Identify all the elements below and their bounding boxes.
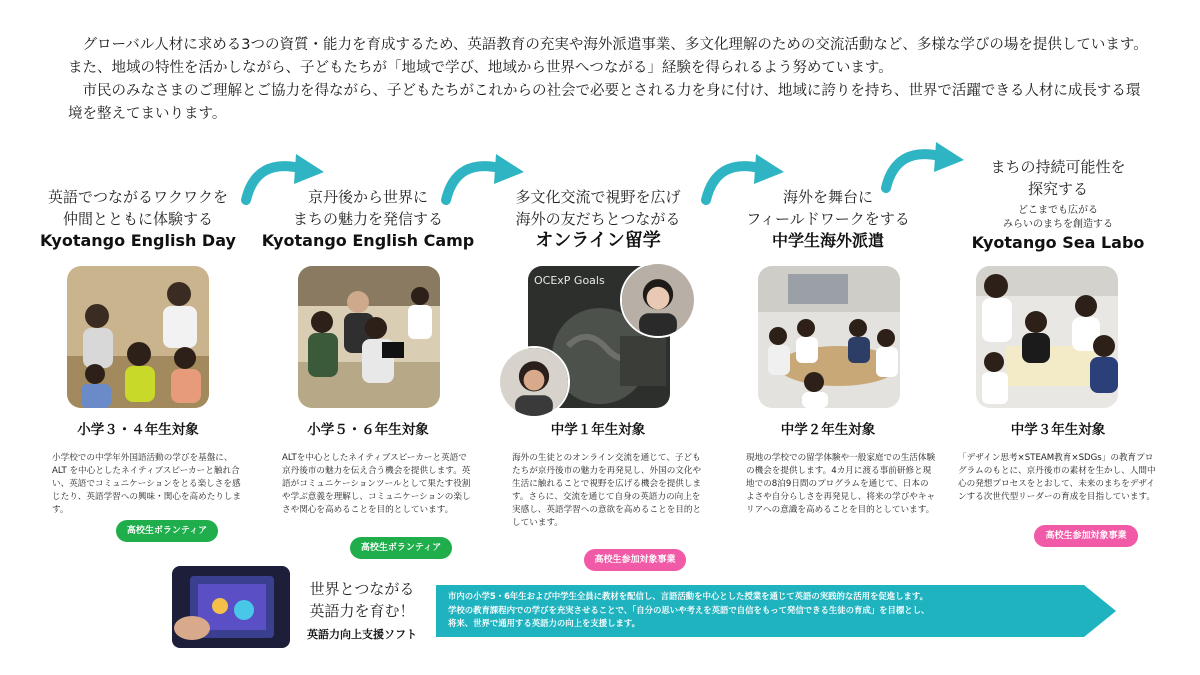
program-grade: 中学１年生対象	[550, 422, 646, 438]
banner-line: 将来、世界で通用する英語力の向上を支援します。	[448, 618, 640, 628]
volunteer-badge: 高校生ボランティア	[116, 520, 218, 542]
intro-text	[68, 34, 1148, 126]
banner-text	[448, 590, 1068, 631]
program-heading-english-day	[28, 186, 248, 252]
program-grade: 中学２年生対象	[780, 422, 876, 438]
program-tagline: 探究する	[1027, 180, 1088, 198]
program-tagline: まちの持続可能性を	[990, 158, 1126, 176]
program-tagline: 京丹後から世界に	[307, 188, 428, 206]
program-photo-overseas	[758, 266, 900, 408]
program-tagline: 仲間とともに体験する	[62, 210, 213, 228]
software-name: 英語力向上支援ソフト	[307, 628, 417, 641]
program-name: Kyotango English Day	[40, 231, 236, 250]
student-portrait-photo	[498, 346, 570, 418]
program-name: Kyotango Sea Labo	[971, 233, 1145, 252]
software-title-line: 世界とつながる	[309, 580, 415, 598]
banner-line: 市内の小学5・6年生および中学生全員に教材を配信し、言語活動を中心とした授業を通じて英語の実践的な活用を促進します。	[448, 591, 928, 601]
program-description: ALTを中心としたネイティブスピーカーと英語で京丹後市の魅力を伝え合う機会を提供します。英語がコミュニケーションツールとして果たす役割や学ぶ意義を理解し、コミュニケーションの楽しさや関心を高めることを目的としています。	[282, 453, 471, 515]
program-heading-online-study	[488, 186, 708, 252]
banner-line: 学校の教育課程内での学びを充実させることで、「自分の思いや考えを英語で自信をもって発信できる生徒の育成」を目標とし、	[448, 604, 930, 615]
program-description: 小学校での中学年外国語活動の学びを基盤に、ALT を中心としたネイティブスピーカーと触れ合い、英語でコミュニケーションをとる楽しさを感じたり、英語学習への興味・関心を高めたりします。	[52, 453, 242, 515]
program-grade: 中学３年生対象	[1010, 422, 1106, 438]
program-subtitle: みらいのまちを創造する	[1003, 219, 1113, 230]
software-heading	[292, 578, 432, 622]
software-title-line: 英語力を育む！	[309, 602, 415, 620]
program-tagline: フィールドワークをする	[746, 210, 910, 228]
intro-paragraph-1: グローバル人材に求める3つの資質・能力を育成するため、英語教育の充実や海外派遣事業、多文化理解のための交流活動など、多様な学びの場を提供しています。また、地域の特性を活かしながら、子どもたちが「地域で学び、地域から世界へつながる」経験を得られるよう努めています。	[68, 37, 1148, 76]
program-grade: 小学３・４年生対象	[77, 422, 199, 438]
program-tagline: 多文化交流で視野を広げ	[515, 188, 681, 206]
program-description: 海外の生徒とのオンライン交流を通じて、子どもたちが京丹後市の魅力を再発見し、外国の文化や生活に触れることで視野を広げる機会を提供します。さらに、交流を通じて自身の英語力の向上を実感し、英語学習への意欲を高めることを目的としています。	[512, 453, 702, 528]
student-portrait-photo	[620, 262, 696, 338]
svg-text:OCExP Goals: OCExP Goals	[534, 274, 605, 287]
program-photo-sea-labo	[976, 266, 1118, 408]
program-photo-english-day	[67, 266, 209, 408]
high-school-badge: 高校生参加対象事業	[584, 549, 686, 571]
program-heading-english-camp	[258, 186, 478, 252]
program-heading-sea-labo	[948, 156, 1168, 254]
intro-paragraph-2: 市民のみなさまのご理解とご協力を得ながら、子どもたちがこれからの社会で必要とされる力を身に付け、地域に誇りを持ち、世界で活躍できる人材に成長する環境を整えてまいります。	[68, 83, 1141, 122]
program-description: 「デザイン思考×STEAM教育×SDGs」の教育プログラムのもとに、京丹後市の素材を生かし、人間中心の発想プロセスをとおして、未来のまちをデザインする次世代型リーダーの育成を目指しています。	[958, 453, 1156, 502]
program-grade: 小学５・６年生対象	[307, 422, 429, 438]
program-subtitle: どこまでも広がる	[1018, 205, 1098, 216]
high-school-badge: 高校生参加対象事業	[1034, 525, 1138, 547]
program-tagline: 海外を舞台に	[782, 188, 873, 206]
volunteer-badge: 高校生ボランティア	[350, 537, 452, 559]
tablet-photo	[172, 566, 290, 648]
program-name: Kyotango English Camp	[261, 231, 475, 250]
program-tagline: 英語でつながるワクワクを	[47, 188, 228, 206]
program-heading-overseas	[718, 186, 938, 252]
software-banner	[436, 585, 1116, 637]
program-name: 中学生海外派遣	[771, 231, 884, 250]
program-name: オンライン留学	[535, 230, 661, 251]
program-photo-english-camp	[298, 266, 440, 408]
program-tagline: 海外の友だちとつながる	[515, 210, 681, 228]
program-description: 現地の学校での留学体験や一般家庭での生活体験の機会を提供します。4カ月に渡る事前研修と現地での8泊9日間のプログラムを通じて、日本のよさや自分らしさを再発見し、将来の学びやキャリアへの意識を高めることを目的としています。	[746, 453, 936, 515]
program-tagline: まちの魅力を発信する	[292, 210, 443, 228]
